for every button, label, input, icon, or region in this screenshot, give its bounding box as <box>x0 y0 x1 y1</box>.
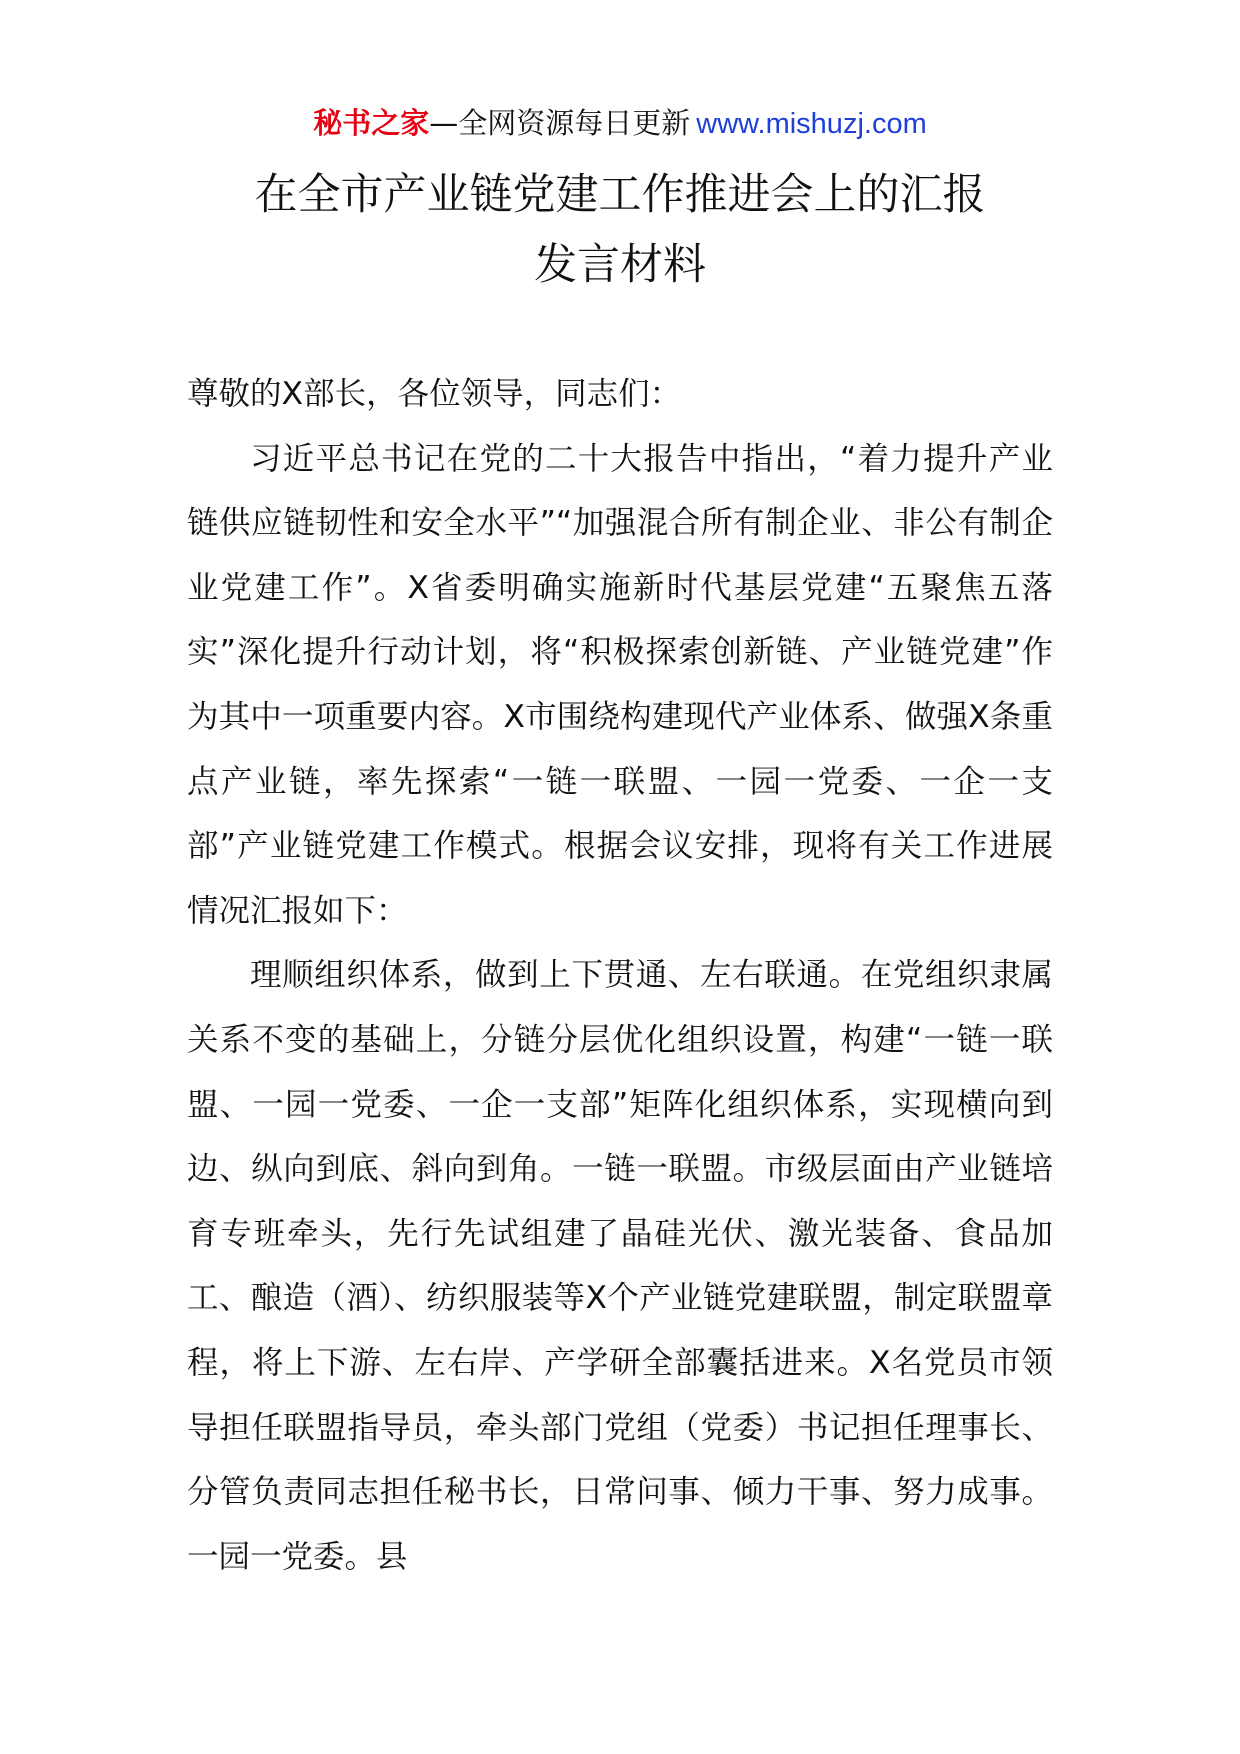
document-body <box>187 362 1053 1589</box>
paragraph-organization-system: 理顺组织体系，做到上下贯通、左右联通。在党组织隶属关系不变的基础上，分链分层优化组织设置，构建“一链一联盟、一园一党委、一企一支部”矩阵化组织体系，实现横向到边、纵向到底、斜向到角。一链一联盟。市级层面由产业链培育专班牵头，先行先试组建了晶硅光伏、激光装备、食品加工、酿造（酒）、纺织服装等X个产业链党建联盟，制定联盟章程，将上下游、左右岸、产学研全部囊括进来。X名党员市领导担任联盟指导员，牵头部门党组（党委）书记担任理事长、分管负责同志担任秘书长，日常问事、倾力干事、努力成事。一园一党委。县 <box>187 957 1053 1575</box>
site-banner <box>0 103 1240 144</box>
document-title <box>0 160 1240 300</box>
banner-slogan: —全网资源每日更新 <box>429 106 691 140</box>
document-title-line-2: 发言材料 <box>534 240 706 290</box>
paragraph-intro: 习近平总书记在党的二十大报告中指出，“着力提升产业链供应链韧性和安全水平”“加强混合所有制企业、非公有制企业党建工作”。X省委明确实施新时代基层党建“五聚焦五落实”深化提升行动计划，将“积极探索创新链、产业链党建”作为其中一项重要内容。X市围绕构建现代产业体系、做强X条重点产业链，率先探索“一链一联盟、一园一党委、一企一支部”产业链党建工作模式。根据会议安排，现将有关工作进展情况汇报如下： <box>187 440 1053 929</box>
salutation: 尊敬的X部长，各位领导，同志们： <box>187 376 682 412</box>
document-title-line-1: 在全市产业链党建工作推进会上的汇报 <box>254 170 986 220</box>
site-url-link[interactable]: www.mishuzj.com <box>696 108 927 140</box>
brand-name: 秘书之家 <box>313 106 430 140</box>
